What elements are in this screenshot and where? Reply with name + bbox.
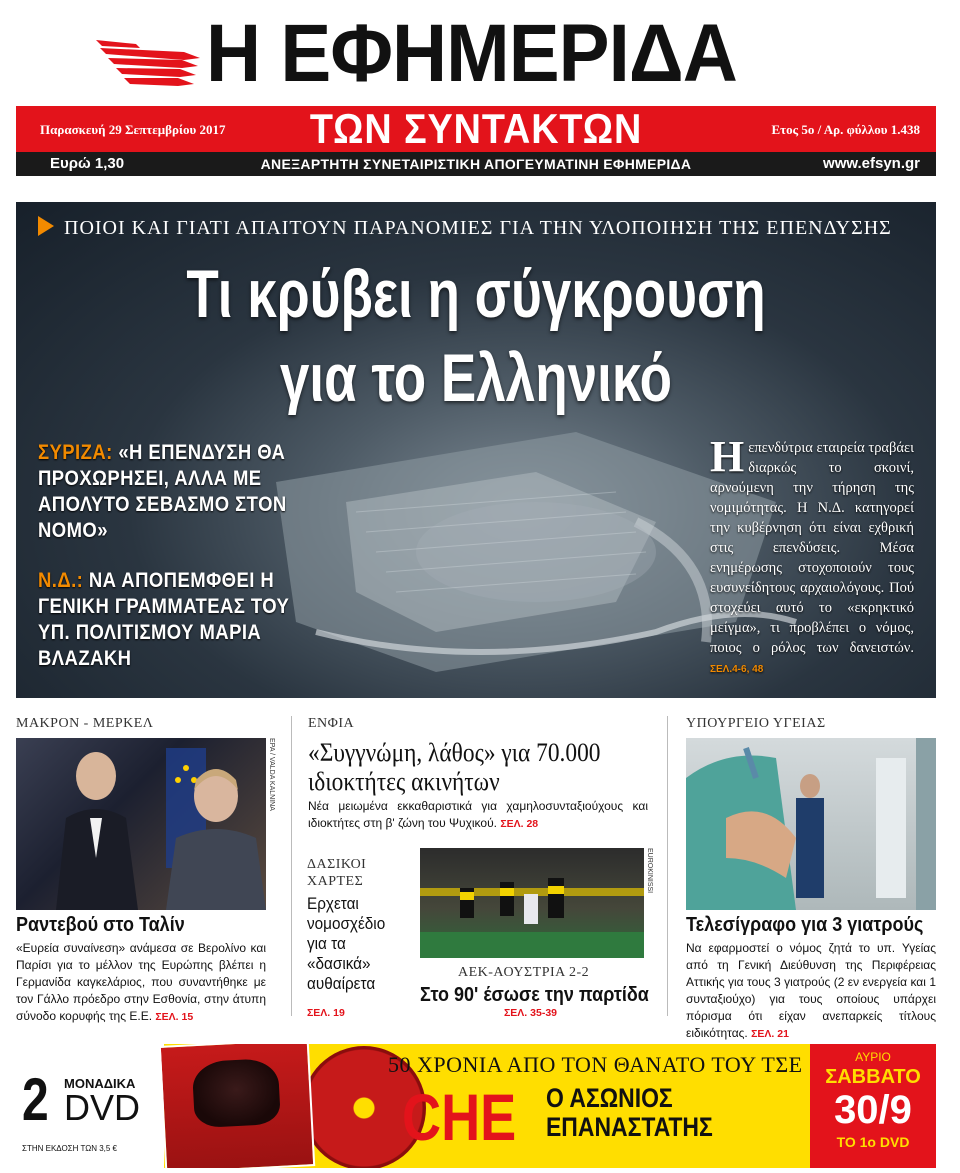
col3-text-body: Να εφαρμοστεί ο νόμος ζητά το υπ. Υγείας από τη Γενική Διεύθυνση της Περιφέρειας Αττικής για τους 3 γιατρούς (2 εν ενεργεία και 1 συνταξιούχο) για τους οποίους υπάρχει πόρισμα ότι είχαν ανεπαρκείς τίτλους ειδικότητας. bbox=[686, 941, 936, 1040]
lead-story[interactable] bbox=[16, 202, 936, 698]
lead-dropcap: Η bbox=[710, 432, 745, 481]
ad-che-subtitle bbox=[546, 1084, 713, 1142]
col3-page-ref[interactable]: ΣΕΛ. 21 bbox=[751, 1028, 789, 1040]
col2-sport-ref-wrap bbox=[504, 1004, 557, 1022]
lead-page-ref[interactable]: ΣΕΛ.4-6, 48 bbox=[710, 664, 764, 675]
column-divider-2 bbox=[667, 716, 668, 1016]
ad-dvd-label: DVD bbox=[64, 1087, 141, 1128]
newspaper-subtitle: ΤΩΝ ΣΥΝΤΑΚΤΩΝ bbox=[309, 105, 643, 152]
lead-headline-line-2: για το Ελληνικό bbox=[279, 340, 673, 416]
macron-merkel-illustration bbox=[16, 738, 266, 910]
quill-logo-icon bbox=[96, 28, 204, 90]
col2-text-body: Νέα μειωμένα εκκαθαριστικά για χαμηλοσυνταξιούχους και ιδιοκτήτες στη β' ζώνη του Ψυχικού. bbox=[308, 799, 648, 830]
masthead-red-bar bbox=[16, 106, 936, 152]
lead-headline-line-1: Τι κρύβει η σύγκρουση bbox=[186, 256, 766, 332]
lead-body-text: επενδύτρια εταιρεία τραβάει διαρκώς το σκοινί, αρνούμενη την τήρηση της νομιμότητας. Η Ν.Δ. κατηγορεί την κυβέρνηση ότι είναι εχθρική στις επενδύσεις. Μέσα ενημέρωσης στοχοποιούν τους ευσυνείδητους αρχαιολόγους. Πού στοχεύει αυτό το «εκρηκτικό μείγμα», τι προβλέπει ο νόμος, ποιος ο ρόλος των δανειστών. bbox=[710, 440, 914, 656]
col2-text bbox=[308, 798, 648, 833]
quote-nd bbox=[38, 568, 320, 672]
ad-dvd-count: 2 bbox=[22, 1066, 49, 1133]
col2-photo-credit: EUROKINISSI bbox=[646, 848, 653, 894]
col1-photo-credit: EPA / VALDA KALNINA bbox=[268, 738, 275, 811]
col1-text-body: «Ευρεία συναίνεση» ανάμεσα σε Βερολίνο και Παρίσι για το μέλλον της Ευρώπης βλέπει η Γερμανίδα καγκελάριος, που συναντήθηκε με τον Γάλλο πρόεδρο στην Εσθονία, στην άτυπη σύνοδο κορυφής της Ε.Ε. bbox=[16, 941, 266, 1023]
col3-title[interactable]: Τελεσίγραφο για 3 γιατρούς bbox=[686, 914, 924, 936]
col2-sub-page-ref[interactable]: ΣΕΛ. 19 bbox=[307, 1007, 345, 1019]
issue-number: Ετος 5ο / Αρ. φύλλου 1.438 bbox=[771, 122, 920, 137]
ad-monadika: ΜΟΝΑΔΙΚΑ bbox=[64, 1076, 136, 1091]
issue-date: Παρασκευή 29 Σεπτεμβρίου 2017 bbox=[40, 122, 226, 137]
ad-date: 30/9 bbox=[834, 1088, 912, 1132]
col2-label: ΕΝΦΙΑ bbox=[308, 716, 355, 731]
col1-text bbox=[16, 940, 266, 1026]
ad-left-panel bbox=[16, 1044, 164, 1168]
col2-sub-label bbox=[307, 856, 366, 890]
quote-nd-text: ΝΑ ΑΠΟΠΕΜΦΘΕΙ Η ΓΕΝΙΚΗ ΓΡΑΜΜΑΤΕΑΣ ΤΟΥ ΥΠ. ΠΟΛΙΤΙΣΜΟΥ ΜΑΡΙΑ ΒΛΑΖΑΚΗ bbox=[38, 569, 290, 670]
lead-headline bbox=[117, 252, 835, 420]
website-link[interactable]: www.efsyn.gr bbox=[823, 155, 920, 172]
col2-sub-ref-wrap bbox=[307, 1004, 345, 1022]
ad-savvato: ΣΑΒΒΑΤΟ bbox=[825, 1066, 921, 1088]
ad-che: CHE bbox=[402, 1080, 517, 1154]
quote-syriza bbox=[38, 440, 302, 544]
col3-text bbox=[686, 940, 936, 1043]
ad-che-subtitle-line-1: Ο ΑΣΩΝΙΟΣ bbox=[546, 1083, 673, 1113]
quote-nd-party: Ν.Δ.: bbox=[38, 569, 84, 592]
col2-page-ref[interactable]: ΣΕΛ. 28 bbox=[500, 818, 539, 830]
football-photo bbox=[420, 848, 644, 958]
macron-merkel-photo bbox=[16, 738, 266, 910]
col2-sub-title[interactable]: Ερχεται νομοσχέδιο για τα «δασικά» αυθαίρετα bbox=[307, 894, 386, 993]
masthead-black-bar bbox=[16, 152, 936, 176]
col2-sport-label: ΑΕΚ-ΑΟΥΣΤΡΙΑ 2-2 bbox=[458, 965, 590, 980]
che-portrait bbox=[192, 1058, 281, 1128]
col1-label: ΜΑΚΡΟΝ - ΜΕΡΚΕΛ bbox=[16, 716, 154, 731]
ad-avrio: ΑΥΡΙΟ bbox=[855, 1050, 891, 1064]
ad-date-panel bbox=[810, 1044, 936, 1168]
ad-headline: 50 ΧΡΟΝΙΑ ΑΠΟ ΤΟΝ ΘΑΝΑΤΟ ΤΟΥ ΤΣΕ bbox=[388, 1052, 803, 1077]
ad-first-dvd: ΤΟ 1ο DVD bbox=[836, 1134, 910, 1150]
col2-sub-label-line-2: ΧΑΡΤΕΣ bbox=[307, 874, 364, 889]
col2-title[interactable]: «Συγγνώμη, λάθος» για 70.000 ιδιοκτήτες ακινήτων bbox=[308, 738, 601, 796]
lead-body bbox=[710, 432, 914, 680]
newspaper-title: Η ΕΦΗΜΕΡΙΔΑ bbox=[206, 8, 737, 99]
col2-sport-page-ref[interactable]: ΣΕΛ. 35-39 bbox=[504, 1007, 557, 1019]
col3-label: ΥΠΟΥΡΓΕΙΟ ΥΓΕΙΑΣ bbox=[686, 716, 826, 731]
arrow-icon bbox=[38, 216, 54, 236]
lead-kicker bbox=[38, 216, 892, 240]
che-dvd-ad[interactable] bbox=[16, 1044, 936, 1168]
masthead bbox=[0, 0, 960, 106]
cover-price: Ευρώ 1,30 bbox=[50, 155, 125, 172]
col2-sub-label-line-1: ΔΑΣΙΚΟΙ bbox=[307, 857, 367, 872]
doctor-illustration bbox=[686, 738, 936, 910]
column-divider bbox=[291, 716, 292, 1016]
quote-syriza-text: «Η ΕΠΕΝΔΥΣΗ ΘΑ ΠΡΟΧΩΡΗΣΕΙ, ΑΛΛΑ ΜΕ ΑΠΟΛΥΤΟ ΣΕΒΑΣΜΟ ΣΤΟΝ ΝΟΜΟ» bbox=[38, 441, 287, 542]
ad-price-note: ΣΤΗΝ ΕΚΔΟΣΗ ΤΩΝ 3,5 € bbox=[22, 1144, 117, 1153]
tagline: ΑΝΕΞΑΡΤΗΤΗ ΣΥΝΕΤΑΙΡΙΣΤΙΚΗ ΑΠΟΓΕΥΜΑΤΙΝΗ ΕΦΗΜΕΡΙΔΑ bbox=[260, 156, 692, 172]
football-players-illustration bbox=[420, 848, 644, 958]
ad-che-subtitle-line-2: ΕΠΑΝΑΣΤΑΤΗΣ bbox=[546, 1112, 713, 1142]
dvd-cover bbox=[159, 1044, 315, 1168]
col1-title[interactable]: Ραντεβού στο Ταλίν bbox=[16, 914, 185, 936]
col2-sport-title[interactable]: Στο 90' έσωσε την παρτίδα bbox=[420, 984, 649, 1006]
col1-page-ref[interactable]: ΣΕΛ. 15 bbox=[155, 1011, 194, 1023]
quote-syriza-party: ΣΥΡΙΖΑ: bbox=[38, 441, 113, 464]
lead-kicker-text: ΠΟΙΟΙ ΚΑΙ ΓΙΑΤΙ ΑΠΑΙΤΟΥΝ ΠΑΡΑΝΟΜΙΕΣ ΓΙΑ ΤΗΝ ΥΛΟΠΟΙΗΣΗ ΤΗΣ ΕΠΕΝΔΥΣΗΣ bbox=[64, 217, 892, 239]
doctor-photo bbox=[686, 738, 936, 910]
